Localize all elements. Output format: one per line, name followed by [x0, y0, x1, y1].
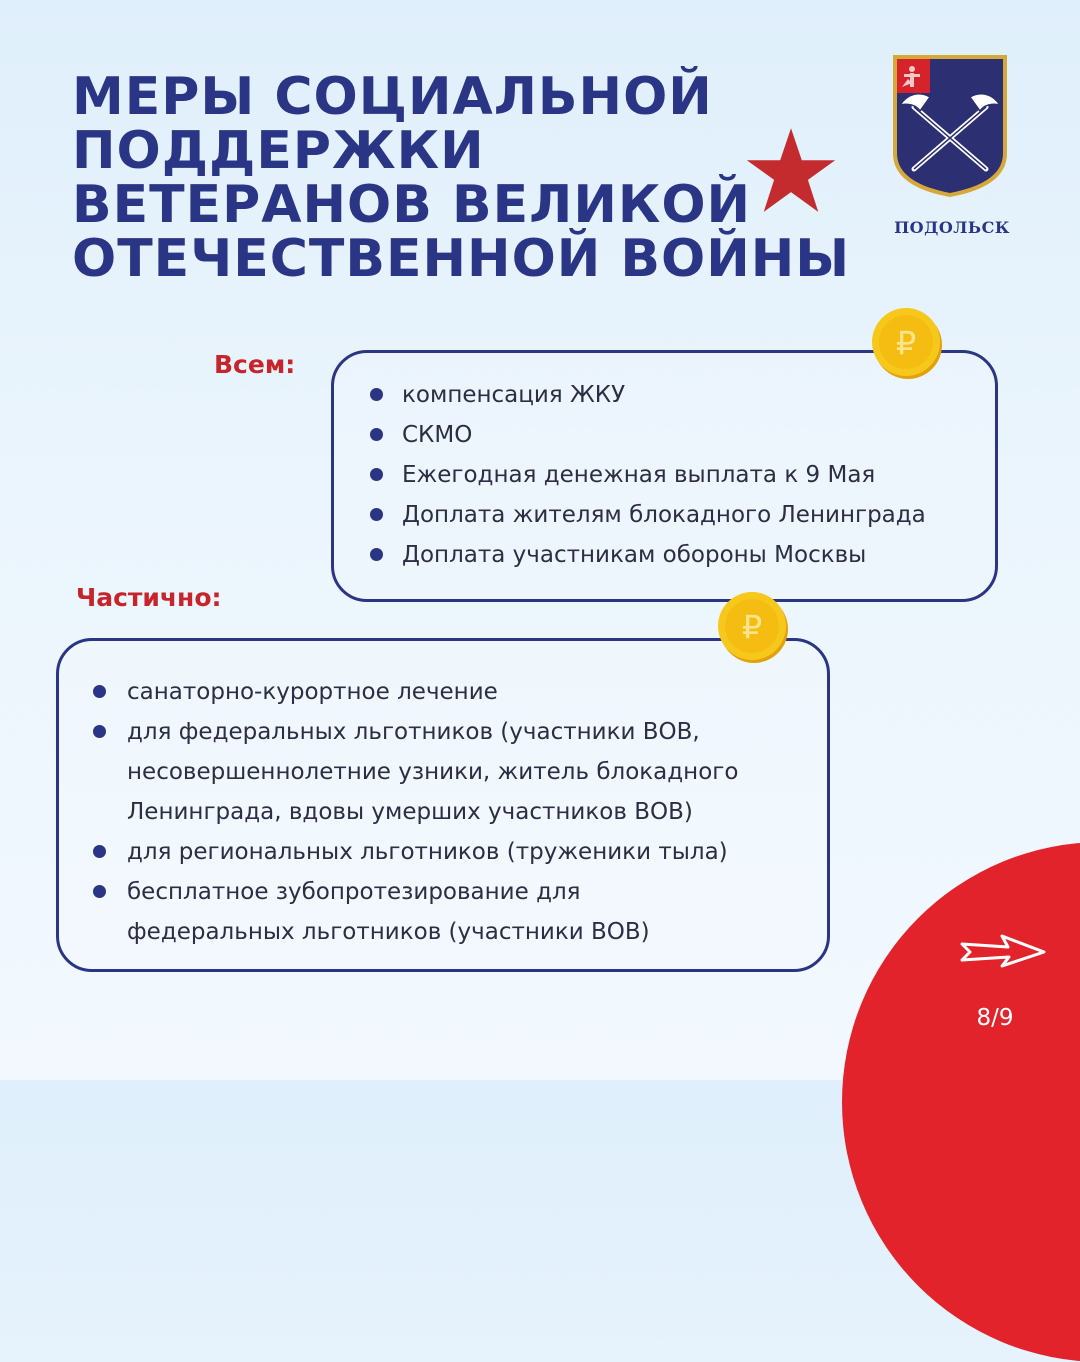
- section-label-all: Всем:: [214, 350, 296, 379]
- list-item: [93, 712, 817, 832]
- title-line: МЕРЫ СОЦИАЛЬНОЙ: [72, 67, 713, 127]
- bullet-icon: [370, 428, 383, 441]
- bullet-icon: [93, 685, 106, 698]
- list-item-text: для региональных льготников (труженики тыла): [127, 839, 728, 865]
- star-icon: [744, 126, 838, 216]
- list-item-text: санаторно-курортное лечение: [127, 679, 498, 705]
- title-line: ПОДДЕРЖКИ: [72, 121, 485, 181]
- coin-symbol: ₽: [895, 324, 917, 362]
- page-indicator: 8/9: [976, 1005, 1014, 1031]
- list-item: [370, 455, 926, 495]
- list-item: [370, 415, 926, 455]
- coat-of-arms-icon: [890, 53, 1010, 198]
- bullet-icon: [93, 725, 106, 738]
- title-line: ОТЕЧЕСТВЕННОЙ ВОЙНЫ: [72, 229, 851, 289]
- list-item-text: компенсация ЖКУ: [402, 382, 626, 408]
- list-item: [93, 832, 817, 872]
- support-list-partial: [56, 638, 830, 972]
- support-list-all: [331, 350, 998, 602]
- city-name: ПОДОЛЬСК: [894, 218, 1010, 237]
- coin-icon: [716, 590, 790, 664]
- list-item: [93, 872, 727, 952]
- red-corner-circle: [842, 842, 1080, 1362]
- bullet-icon: [370, 468, 383, 481]
- list-item: [370, 495, 926, 535]
- list-item-text: для федеральных льготников (участники ВОВ, несовершеннолетние узники, житель блокадного Ленинграда, вдовы умерших участников ВОВ): [127, 719, 739, 825]
- coin-symbol: ₽: [741, 608, 763, 646]
- coin-icon: [870, 306, 944, 380]
- bullet-icon: [370, 508, 383, 521]
- list-item-text: Доплата жителям блокадного Ленинграда: [402, 502, 926, 528]
- list-item-text: СКМО: [402, 422, 473, 448]
- bullet-icon: [370, 388, 383, 401]
- list-item: [370, 535, 926, 575]
- bullet-icon: [93, 885, 106, 898]
- list-item-text: Ежегодная денежная выплата к 9 Мая: [402, 462, 876, 488]
- list-item: [93, 672, 817, 712]
- bullet-icon: [93, 845, 106, 858]
- bullet-icon: [370, 548, 383, 561]
- list-item-text: бесплатное зубопротезирование для федеральных льготников (участники ВОВ): [127, 879, 650, 945]
- title-line: ВЕТЕРАНОВ ВЕЛИКОЙ: [72, 175, 752, 235]
- section-label-partial: Частично:: [76, 583, 222, 612]
- list-item-text: Доплата участникам обороны Москвы: [402, 542, 867, 568]
- list-item: [370, 375, 926, 415]
- arrow-right-icon[interactable]: [956, 932, 1048, 972]
- page-title: [72, 67, 851, 289]
